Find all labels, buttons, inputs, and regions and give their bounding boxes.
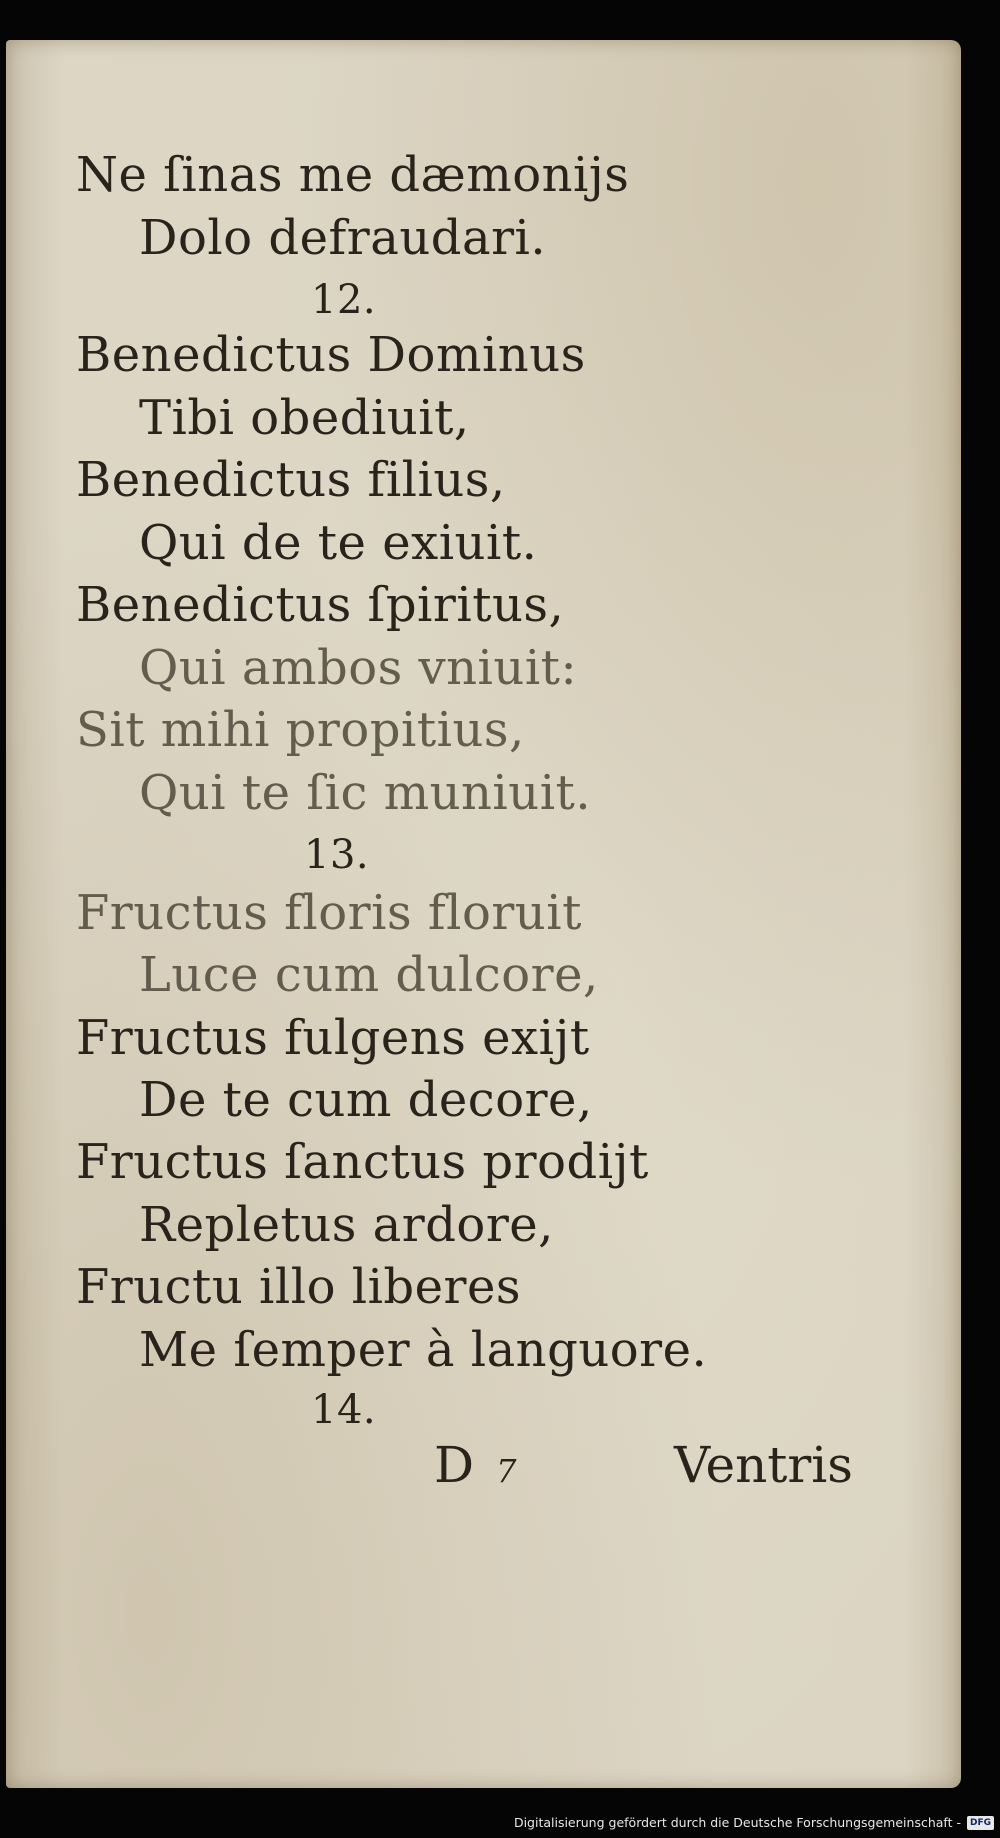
signature-mark — [434, 1435, 516, 1501]
book-page — [6, 40, 961, 1788]
text-line: Sit mihi propitius, — [76, 702, 525, 758]
text-line: Qui te ſic muniuit. — [139, 765, 592, 821]
text-line: Fructus floris floruit — [76, 885, 582, 941]
digitization-credit — [514, 1808, 994, 1838]
text-line: Ne ſinas me dæmonijs — [76, 147, 630, 203]
text-line: Tibi obediuit, — [139, 390, 470, 446]
text-line: Benedictus filius, — [76, 452, 506, 508]
text-line: Benedictus Dominus — [76, 327, 586, 383]
signature-letter: D — [434, 1436, 475, 1494]
stanza-number: 12. — [311, 277, 377, 323]
signature-number: 7 — [496, 1452, 517, 1490]
text-line: De te cum decore, — [139, 1072, 593, 1128]
text-line: Qui ambos vniuit: — [139, 640, 578, 696]
catchword: Ventris — [674, 1436, 853, 1494]
text-line: Benedictus ſpiritus, — [76, 577, 565, 633]
text-line: Fructus fulgens exijt — [76, 1010, 590, 1066]
text-line: Fructus ſanctus prodijt — [76, 1134, 649, 1190]
text-line: Repletus ardore, — [139, 1197, 554, 1253]
text-line: Me ſemper à languore. — [139, 1322, 708, 1378]
stanza-number: 13. — [304, 832, 370, 878]
text-line: Qui de te exiuit. — [139, 515, 538, 571]
stanza-number: 14. — [311, 1387, 377, 1433]
page-text — [6, 40, 961, 1788]
text-line: Luce cum dulcore, — [139, 947, 599, 1003]
text-line: Dolo defraudari. — [139, 210, 547, 266]
dfg-logo-icon: DFG — [967, 1816, 994, 1830]
text-line: Fructu illo liberes — [76, 1259, 522, 1315]
credit-text: Digitalisierung gefördert durch die Deutsche Forschungsgemeinschaft - — [513, 1815, 961, 1830]
